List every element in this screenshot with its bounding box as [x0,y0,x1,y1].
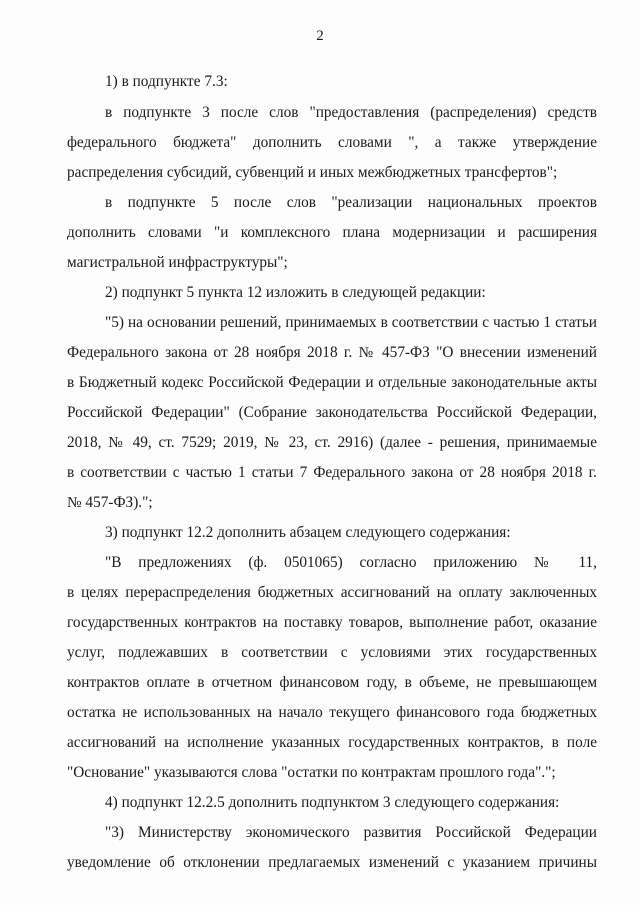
text-line: Российской Федерации" (Собрание законодательства Российской Федерации, [67,404,597,421]
text-line: услуг, подлежавших в соответствии с условиями этих государственных [67,644,597,661]
text-line: магистральной инфраструктуры"; [67,254,288,271]
text-line: остатка не использованных на начало текущего финансового года бюджетных [67,704,597,721]
text-line: "В предложениях (ф. 0501065) согласно приложению № 11, [105,554,597,571]
text-line: 4) подпункт 12.2.5 дополнить подпунктом 3 следующего содержания: [105,794,560,811]
text-line: контрактов оплате в отчетном финансовом году, в объеме, не превышающем [67,674,597,691]
text-line: распределения субсидий, субвенций и иных межбюджетных трансфертов"; [67,164,558,181]
text-line: государственных контрактов на поставку товаров, выполнение работ, оказание [67,614,597,631]
text-line: в подпункте 5 после слов "реализации национальных проектов [105,194,597,211]
text-line: "3) Министерству экономического развития Российской Федерации [105,824,597,841]
text-line: в соответствии с частью 1 статьи 7 Федерального закона от 28 ноября 2018 г. [67,464,597,481]
text-line: 1) в подпункте 7.3: [105,73,228,90]
page-number: 2 [316,28,324,44]
text-line: 2018, № 49, ст. 7529; 2019, № 23, ст. 2916) (далее - решения, принимаемые [67,434,597,451]
text-line: уведомление об отклонении предлагаемых изменений с указанием причины [67,854,597,871]
text-line: "5) на основании решений, принимаемых в соответствии с частью 1 статьи [105,314,597,331]
text-line: федерального бюджета" дополнить словами ", а также утверждение [67,134,597,151]
text-line: дополнить словами "и комплексного плана модернизации и расширения [67,224,597,241]
text-line: в целях перераспределения бюджетных ассигнований на оплату заключенных [67,584,597,601]
text-line: "Основание" указываются слова "остатки по контрактам прошлого года"."; [67,764,556,781]
text-line: Федерального закона от 28 ноября 2018 г. № 457-ФЗ "О внесении изменений [67,344,597,361]
text-line: в подпункте 3 после слов "предоставления (распределения) средств [105,104,597,121]
text-line: 3) подпункт 12.2 дополнить абзацем следующего содержания: [105,524,511,541]
text-line: в Бюджетный кодекс Российской Федерации и отдельные законодательные акты [67,374,597,391]
text-line: 2) подпункт 5 пункта 12 изложить в следующей редакции: [105,284,486,301]
text-line: ассигнований на исполнение указанных государственных контрактов, в поле [67,734,597,751]
text-line: № 457-ФЗ)."; [67,494,153,511]
